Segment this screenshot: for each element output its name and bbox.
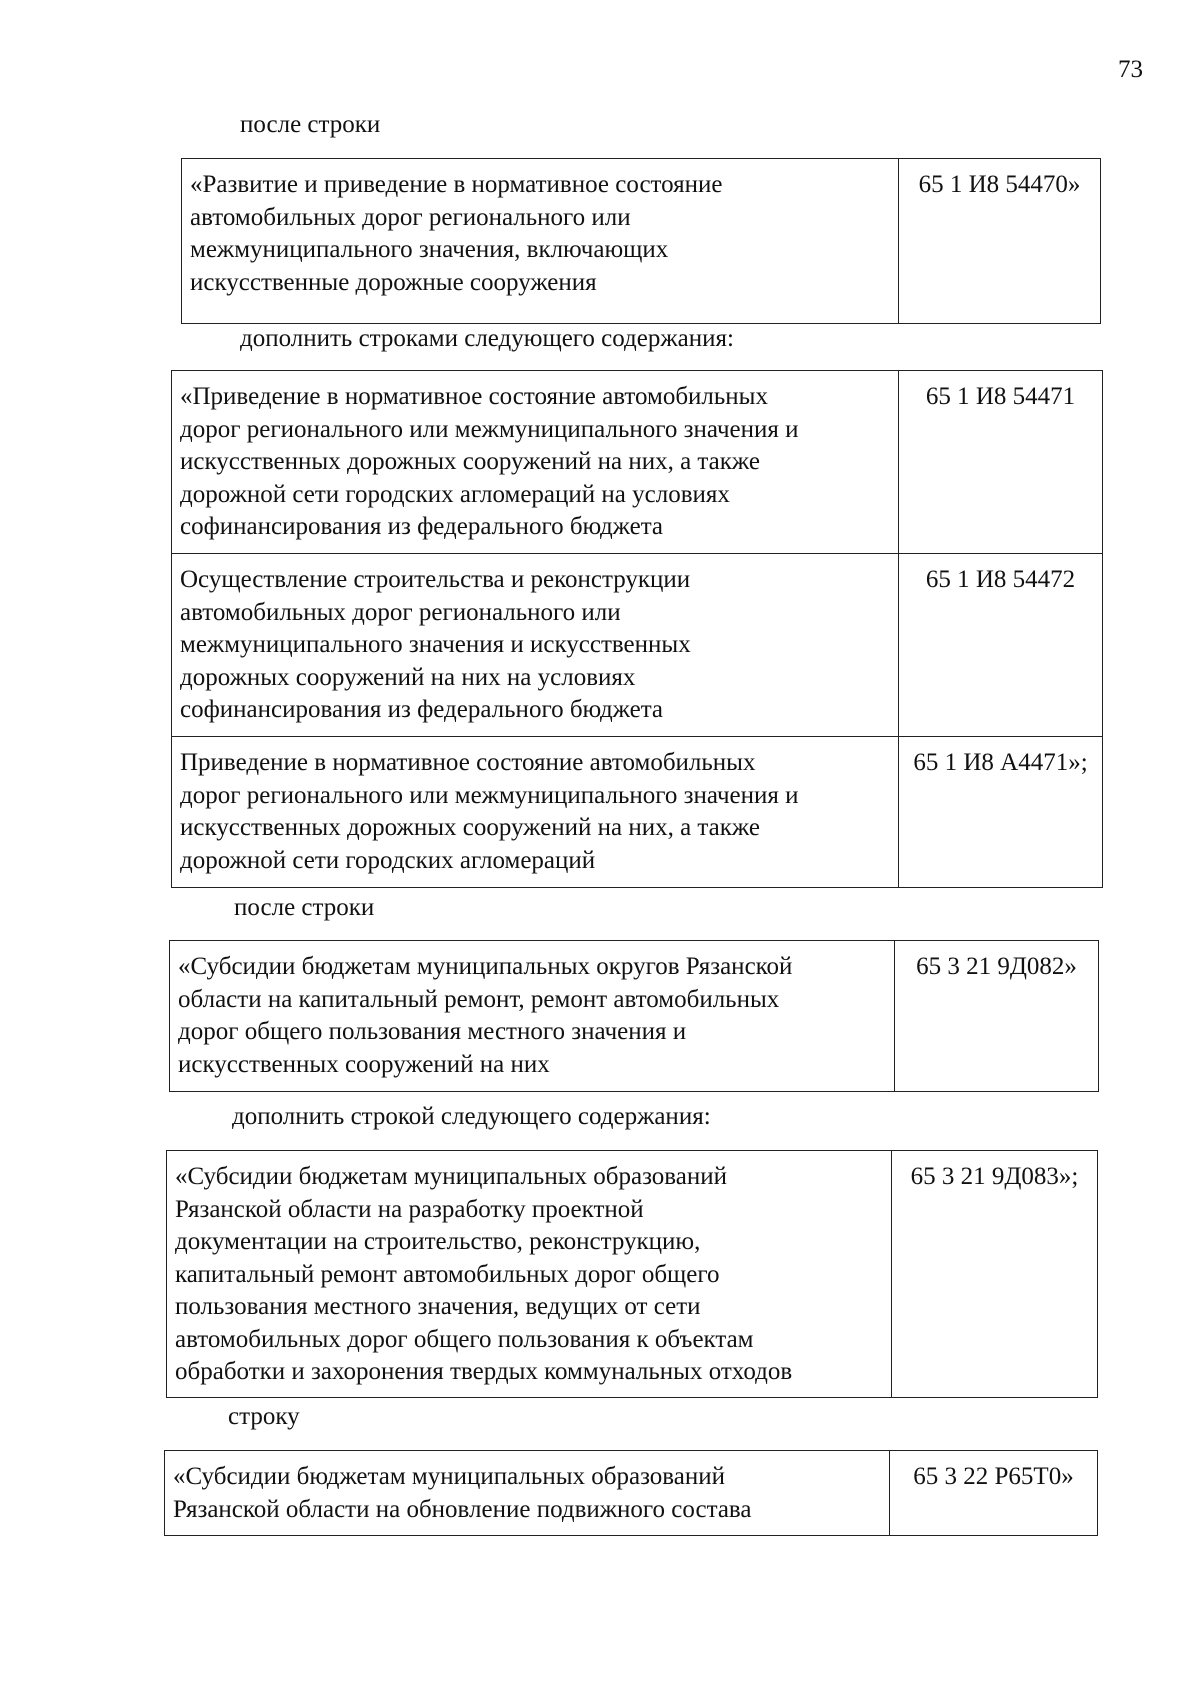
row-code: 65 1 И8 54470»: [899, 159, 1101, 324]
table-row: [167, 1151, 1098, 1398]
instruction-after-row: после строки: [240, 111, 381, 138]
row-code: 65 3 21 9Д082»: [895, 941, 1099, 1092]
amendment-table-2: [171, 370, 1103, 888]
row-description: Приведение в нормативное состояние автомобильных дорог регионального или межмуниципального значения и искусственных дорожных сооружений на них, а также дорожной сети городских агломераций: [172, 737, 899, 888]
row-description: «Развитие и приведение в нормативное состояние автомобильных дорог регионального или межмуниципального значения, включающих искусственные дорожные сооружения: [182, 159, 899, 324]
table-row: [172, 371, 1103, 554]
table-row: [172, 737, 1103, 888]
instruction-add-row: дополнить строкой следующего содержания:: [232, 1103, 711, 1130]
row-description: Осуществление строительства и реконструкции автомобильных дорог регионального или межмуниципального значения и искусственных дорожных сооружений на них на условиях софинансирования из федерального бюджета: [172, 554, 899, 737]
table-row: [182, 159, 1101, 324]
row-code: 65 1 И8 54472: [899, 554, 1103, 737]
table-row: [170, 941, 1099, 1092]
instruction-after-row: после строки: [234, 894, 375, 921]
instruction-row: строку: [228, 1403, 300, 1430]
amendment-table-5: [164, 1450, 1098, 1536]
row-description: «Субсидии бюджетам муниципальных образований Рязанской области на обновление подвижного состава: [165, 1451, 890, 1536]
row-description: «Субсидии бюджетам муниципальных округов Рязанской области на капитальный ремонт, ремонт автомобильных дорог общего пользования местного значения и искусственных сооружений на них: [170, 941, 895, 1092]
page-number: 73: [1118, 56, 1143, 83]
amendment-table-4: [166, 1150, 1098, 1398]
table-row: [172, 554, 1103, 737]
table-row: [165, 1451, 1098, 1536]
row-code: 65 3 22 Р65Т0»: [890, 1451, 1098, 1536]
instruction-add-rows: дополнить строками следующего содержания:: [240, 325, 734, 352]
row-description: «Приведение в нормативное состояние автомобильных дорог регионального или межмуниципального значения и искусственных дорожных сооружений на них, а также дорожной сети городских агломераций на условиях софинансирования из федерального бюджета: [172, 371, 899, 554]
amendment-table-1: [181, 158, 1101, 324]
row-code: 65 1 И8 54471: [899, 371, 1103, 554]
row-code: 65 1 И8 А4471»;: [899, 737, 1103, 888]
row-code: 65 3 21 9Д083»;: [892, 1151, 1098, 1398]
amendment-table-3: [169, 940, 1099, 1092]
row-description: «Субсидии бюджетам муниципальных образований Рязанской области на разработку проектной документации на строительство, реконструкцию, капитальный ремонт автомобильных дорог общего пользования местного значения, ведущих от сети автомобильных дорог общего пользования к объектам обработки и захоронения твердых коммунальных отходов: [167, 1151, 892, 1398]
